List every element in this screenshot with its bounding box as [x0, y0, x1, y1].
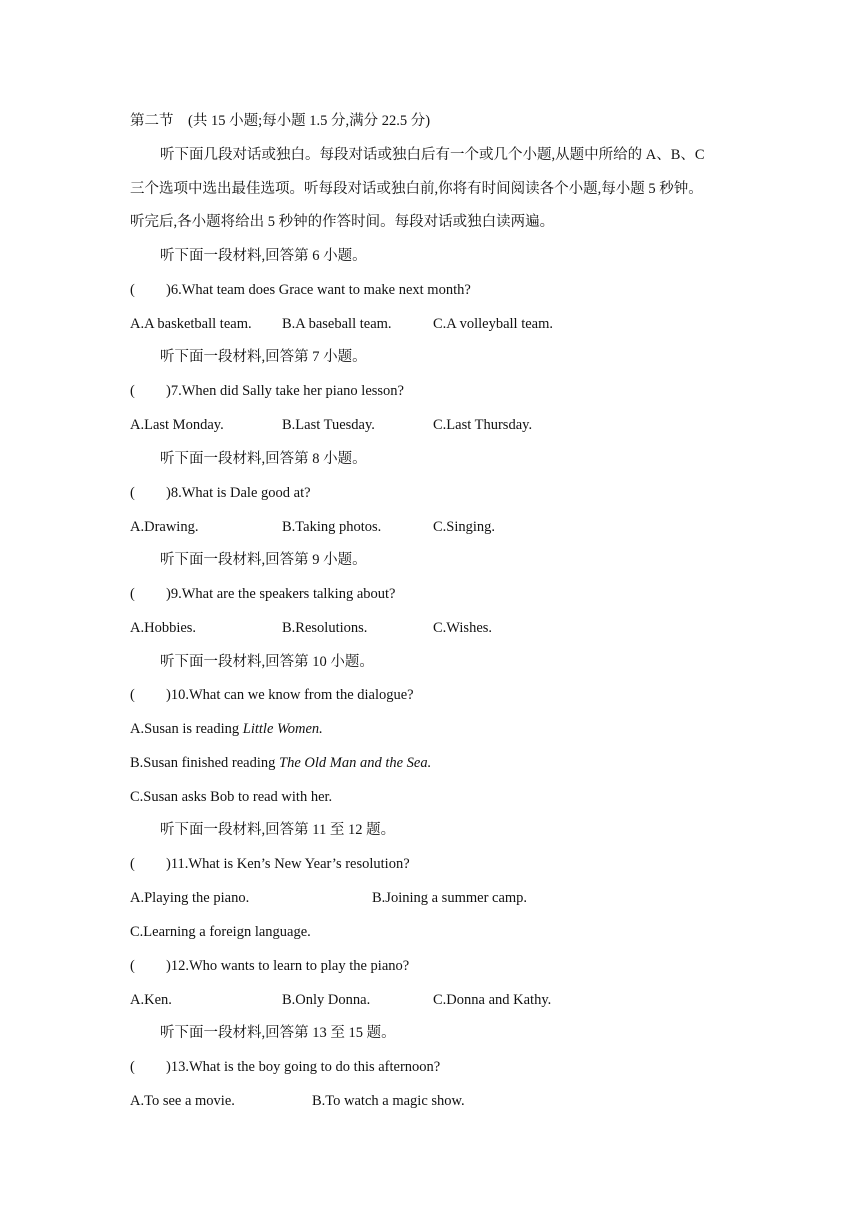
answer-paren[interactable]: (: [130, 282, 135, 298]
question-7: [130, 381, 404, 401]
option-a: A.To see a movie.: [130, 1093, 235, 1109]
question-stem: )10.What can we know from the dialogue?: [166, 687, 414, 703]
option-text: B.Susan finished reading: [130, 755, 280, 771]
question-11: [130, 854, 410, 874]
group-header: 听下面一段材料,回答第 6 小题。: [160, 248, 367, 264]
question-stem: )9.What are the speakers talking about?: [166, 586, 396, 602]
group-header: 听下面一段材料,回答第 9 小题。: [160, 552, 367, 568]
option-a: A.Hobbies.: [130, 620, 197, 636]
answer-paren[interactable]: (: [130, 856, 135, 872]
option-c: C.Singing.: [433, 519, 496, 535]
option-b: B.Resolutions.: [282, 620, 368, 636]
question-6: [130, 280, 471, 300]
option-b: [130, 753, 431, 773]
group-header: 听下面一段材料,回答第 13 至 15 题。: [160, 1025, 396, 1041]
question-stem: )7.When did Sally take her piano lesson?: [166, 383, 404, 399]
option-a: A.Ken.: [130, 992, 172, 1008]
option-b: B.Only Donna.: [282, 992, 371, 1008]
answer-paren[interactable]: (: [130, 383, 135, 399]
option-c: C.Susan asks Bob to read with her.: [130, 789, 333, 805]
answer-paren[interactable]: (: [130, 485, 135, 501]
option-b: B.To watch a magic show.: [312, 1093, 465, 1109]
question-9: [130, 584, 396, 604]
group-header: 听下面一段材料,回答第 10 小题。: [160, 654, 374, 670]
option-a: A.Drawing.: [130, 519, 199, 535]
question-10: [130, 685, 414, 705]
option-a: A.Playing the piano.: [130, 890, 250, 906]
option-b: B.Last Tuesday.: [282, 417, 375, 433]
question-stem: )13.What is the boy going to do this afternoon?: [166, 1059, 441, 1075]
answer-paren[interactable]: (: [130, 958, 135, 974]
option-c: C.Donna and Kathy.: [433, 992, 552, 1008]
answer-paren[interactable]: (: [130, 687, 135, 703]
group-header: 听下面一段材料,回答第 8 小题。: [160, 451, 367, 467]
option-b: B.Joining a summer camp.: [372, 890, 528, 906]
option-a: A.Last Monday.: [130, 417, 224, 433]
question-stem: )12.Who wants to learn to play the piano?: [166, 958, 410, 974]
option-c: C.A volleyball team.: [433, 316, 554, 332]
option-c: C.Wishes.: [433, 620, 493, 636]
instruction-line-2: 三个选项中选出最佳选项。听每段对话或独白前,你将有时间阅读各个小题,每小题 5 秒钟。: [130, 181, 703, 197]
book-title: The Old Man and the Sea.: [279, 755, 432, 771]
answer-paren[interactable]: (: [130, 1059, 135, 1075]
option-c: C.Learning a foreign language.: [130, 924, 311, 940]
option-a: [130, 719, 323, 739]
answer-paren[interactable]: (: [130, 586, 135, 602]
group-header: 听下面一段材料,回答第 11 至 12 题。: [160, 822, 396, 838]
question-stem: )11.What is Ken’s New Year’s resolution?: [166, 856, 410, 872]
question-13: [130, 1057, 440, 1077]
option-text: A.Susan is reading: [130, 721, 243, 737]
question-stem: )8.What is Dale good at?: [166, 485, 311, 501]
option-a: A.A basketball team.: [130, 316, 252, 332]
section-title: 第二节 (共 15 小题;每小题 1.5 分,满分 22.5 分): [130, 113, 431, 129]
option-b: B.Taking photos.: [282, 519, 382, 535]
instruction-line-3: 听完后,各小题将给出 5 秒钟的作答时间。每段对话或独白读两遍。: [130, 214, 555, 230]
option-b: B.A baseball team.: [282, 316, 392, 332]
question-8: [130, 483, 311, 503]
option-c: C.Last Thursday.: [433, 417, 533, 433]
book-title: Little Women.: [242, 721, 323, 737]
instruction-line-1: 听下面几段对话或独白。每段对话或独白后有一个或几个小题,从题中所给的 A、B、C: [160, 147, 705, 163]
group-header: 听下面一段材料,回答第 7 小题。: [160, 349, 367, 365]
question-stem: )6.What team does Grace want to make next month?: [166, 282, 471, 298]
question-12: [130, 956, 409, 976]
